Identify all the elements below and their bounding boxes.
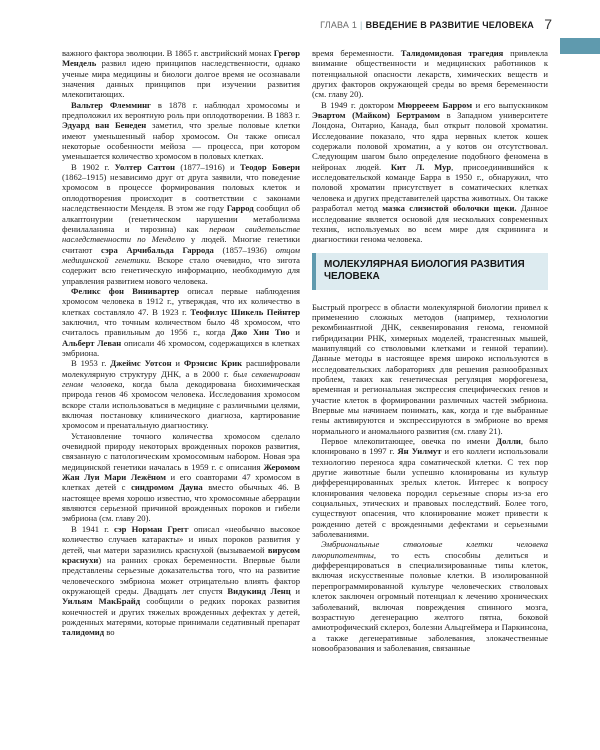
bold-term: Альберт Леван <box>62 337 122 348</box>
bold-term: Гаррод <box>226 203 254 214</box>
text-run: то есть способны делиться и дифференцироваться в специализированные типы клеток, включая искусственные половые клетки. В изолированной перепрограммированной культуре человеческих стволовых клеток заключен огромный потенциал к лечению хронических заболеваний, включая повреждения спинного мозга, возрастную дегенерацию желтого пятна, боковой амиотрофический склероз, болезни Альцгеймера и Паркинсона, а также дегенеративные заболевания, злокачественные новообразования и заболевания, связанные <box>312 549 548 653</box>
bold-term: синдромом Дауна <box>131 482 203 493</box>
text-run: сообщил об алкаптонурии (генетическом нарушении метаболизма фенилаланина и тирозина) как <box>62 203 300 234</box>
paragraph <box>312 100 548 245</box>
bold-term: вирусом краснухи <box>62 544 300 565</box>
text-run: В 1941 г. <box>71 523 115 534</box>
right-column-top <box>312 48 548 245</box>
bold-term: Феликс фон Винивартер <box>71 285 180 296</box>
bold-term: Ян Уилмут <box>397 446 442 457</box>
paragraph <box>312 302 548 436</box>
text-run: ) на ранних сроках беременности. Впервые были представлены серьезные доказательства того, что на развитие человеческого эмбриона может отрицательно влиять фактор окружающей среды. Двадцать лет спустя <box>62 554 300 596</box>
text-run: развил идею принципов наследственности, однако ученые мира медицины и биологи долгое время не осознавали значения данных принципов при изучении развития млекопитающих. <box>62 58 300 100</box>
text-run: и <box>171 358 184 369</box>
right-column-bottom <box>312 302 548 654</box>
text-run: расшифровали молекулярную структуру ДНК, а в 2000 г. <box>62 358 300 379</box>
paragraph <box>62 524 300 638</box>
section-heading-box <box>312 253 548 290</box>
text-run: описал «необычно высокое количество случаев катаракты» и иных пороков развития у детей, чьи матери заразились краснухой (вызываемой <box>62 523 300 555</box>
bold-term: Теофилус Шикель Пейнтер <box>190 306 300 317</box>
bold-term: Уолтер Саттон <box>114 161 176 172</box>
paragraph <box>312 48 548 100</box>
italic-phrase: Эмбриональные стволовые клетки человека плюрипотентны, <box>312 539 548 560</box>
paragraph <box>62 48 300 100</box>
bold-term: Теодор Бовери <box>240 161 300 172</box>
text-run: Быстрый прогресс в области молекулярной биологии привел к применению сложных методов (например, технологии рекомбинантной ДНК, секвенирования генома, геномной гибридизации РНК, химерных моделей, трансгенных мышей, манипуляций со стволовыми клетками и генной терапии). Данные методы в настоящее время широко используются в исследовательских лабораториях для решения разнообразных проблем, таких как генетическая регуляция морфогенеза, временная и региональная экспрессия специфических генов и участие клеток в формировании различных частей эмбриона. Впервые мы начинаем понимать, как, когда и где выбранные гены активируются и экспрессируются в эмбрионе во время нормального и аномального развития (см. главу 21). <box>312 301 548 436</box>
text-run: в Западном университете Лондона, Онтарио, Канада, был открыт половой хроматин. Исследование показало, что ядра нервных клеток кошек содержали половой хроматин, а у котов он отсутствовал. Следующим шагом было определение подобного феномена в нейронах людей. <box>312 110 548 172</box>
chapter-title: ВВЕДЕНИЕ В РАЗВИТИЕ ЧЕЛОВЕКА <box>365 20 534 30</box>
left-column <box>62 48 300 638</box>
bold-term: Джеймс Уотсон <box>110 358 172 369</box>
text-run: и его выпускником <box>472 99 548 110</box>
text-run: вместо обычных 46. В настоящее время хорошо известно, что хромосомные аберрации являются серьезной причиной врожденных пороков и гибели эмбриона (см. главу 20). <box>62 482 300 524</box>
text-run: Установление точного количества хромосом сделало очевидной природу некоторых врожденных пороков развития, связанную с патологическим хромосомным набором. Новая эра медицинской генетики началась в 1959 г. с описания <box>62 430 300 472</box>
bold-term: Мюррееем Барром <box>397 99 473 110</box>
bold-term: сэра Арчибальда Гаррода <box>101 244 214 255</box>
paragraph <box>62 358 300 430</box>
bold-term: мазка слизистой оболочки щеки. <box>382 203 517 214</box>
italic-phrase: первом свидетельстве наследственности по Менделю <box>62 223 300 245</box>
bold-term: Видукинд Ленц <box>227 585 291 596</box>
text-run: В 1949 г. доктором <box>321 99 398 110</box>
text-run: и <box>290 585 300 596</box>
bold-term: Жеромом Жан Луи Мари Лежёном <box>62 461 300 483</box>
text-run: Первое млекопитающее, овечка по имени <box>321 436 497 446</box>
text-run: (1877–1916) и <box>175 161 241 172</box>
italic-phrase: отцом медицинской генетики. <box>62 244 300 265</box>
text-run: Вскоре стало очевидно, что зигота содержит всю генетическую информацию, необходимую для управления развитием нового человека. <box>62 254 300 286</box>
text-run: во <box>104 627 115 638</box>
bold-term: Кит Л. Мур <box>390 161 452 172</box>
right-column <box>312 48 548 653</box>
bold-term: Вальтер Флемминг <box>71 99 151 110</box>
text-run: В 1902 г. <box>71 161 115 172</box>
text-run: Данное исследование является основой для нескольких современных техник, используемых во всем мире для скрининга и диагностики генома человека. <box>312 203 548 245</box>
bold-term: Долли <box>496 436 521 446</box>
bold-term: Уильям МакБрайд <box>62 596 141 607</box>
header-label <box>320 20 534 30</box>
chapter-label: ГЛАВА 1 <box>320 20 358 30</box>
text-run: привлекла внимание общественности и медицинских работников к потенциальной опасности лекарств, химических веществ и других факторов окружающей среды во время беременности (см. главу 20). <box>312 48 548 100</box>
text-run: и его соавторами 47 хромосом в клетках детей с <box>62 472 300 493</box>
paragraph <box>312 436 548 539</box>
text-run: время беременности. <box>312 48 401 58</box>
bold-term: Талидомидовая трагедия <box>400 48 504 58</box>
text-run: важного фактора эволюции. В 1865 г. австрийский монах <box>62 48 274 58</box>
italic-phrase: был секвенирован геном человека, <box>62 368 300 389</box>
paragraph <box>62 286 300 358</box>
paragraph <box>62 100 300 162</box>
text-run: у людей. Многие генетики считают <box>62 234 301 255</box>
text-run: в 1878 г. наблюдал хромосомы и предположил их вероятную роль при оплодотворении. В 1883 г. <box>62 99 300 121</box>
bold-term: Эдуард ван Бенеден <box>62 120 147 131</box>
bold-term: талидомид <box>62 627 105 638</box>
paragraph <box>62 431 300 524</box>
text-run: В 1953 г. <box>71 358 111 369</box>
text-run: (1862–1915) независимо друг от друга заявили, что поведение хромосом в процессе формирования половых клеток и оплодотворения происходит в соответствии с законами наследственности Менделя. В этом же году <box>62 172 300 214</box>
bold-term: сэр Норман Грегг <box>114 523 189 534</box>
chapter-thumb-tab <box>560 38 600 54</box>
bold-term: Джо Хин Тио <box>230 327 290 338</box>
page-number: 7 <box>544 16 552 32</box>
text-run: , присоединившийся к исследовательской команде Барра в 1950 г., обнаружил, что половой хроматин присутствует в соматических клетках человека и других представителей царства животных. Он также разработал метод <box>312 161 548 214</box>
running-header <box>0 16 600 38</box>
bold-term: Грегор Мендель <box>62 48 300 69</box>
header-separator: | <box>360 20 363 30</box>
paragraph <box>312 539 548 653</box>
text-run: заключил, что точным количеством было 48 хромосом, что считалось правильным до 1956 г., когда <box>62 316 300 338</box>
text-run: когда была декодирована биохимическая природа генов 46 хромосом человека. Исследования хромосом вскоре стали использоваться в медицине с различными целями, включая постановку клинического диагноза, картирование хромосом и пренатальную диагностику. <box>62 379 300 431</box>
section-heading: МОЛЕКУЛЯРНАЯ БИОЛОГИЯ РАЗВИТИЯ ЧЕЛОВЕКА <box>324 258 525 282</box>
text-run: , было клонировано в 1997 г. <box>312 436 549 457</box>
text-run: описали 46 хромосом, содержащихся в клетках эмбриона. <box>62 337 301 358</box>
text-run: заметил, что зрелые половые клетки имеют уменьшенный набор хромосом. Он также описал некоторые особенности мейоза — процесса, при котором уменьшается количество хромосом в половых клетках. <box>62 120 300 162</box>
text-run: и его коллеги использовали технологию переноса ядра соматической клетки. С тех пор другие животные были успешно клонированы из культур дифференцированных зрелых клеток. Интерес к вопросу клонирования человека породил серьезные споры из-за его социальных, этических и правовых последствий. Более того, существуют опасения, что клонирование может привести к рождению детей с врожденными дефектами и серьезными заболеваниями. <box>312 446 548 540</box>
text-run: сообщили о редких пороках развития конечностей и других тяжелых врожденных дефектах у детей, рожденных матерями, которые принимали седативный препарат <box>62 596 300 627</box>
text-run: описал первые наблюдения хромосом человека в 1912 г., утверждая, что их количество в клетках составляло 47. В 1923 г. <box>62 285 300 317</box>
paragraph <box>62 162 300 286</box>
text-run: и <box>289 327 301 338</box>
bold-term: Эвартом (Майком) Бертрамом <box>312 110 440 121</box>
text-run: (1857–1936) <box>213 244 276 255</box>
bold-term: Фрэнсис Крик <box>183 358 243 369</box>
